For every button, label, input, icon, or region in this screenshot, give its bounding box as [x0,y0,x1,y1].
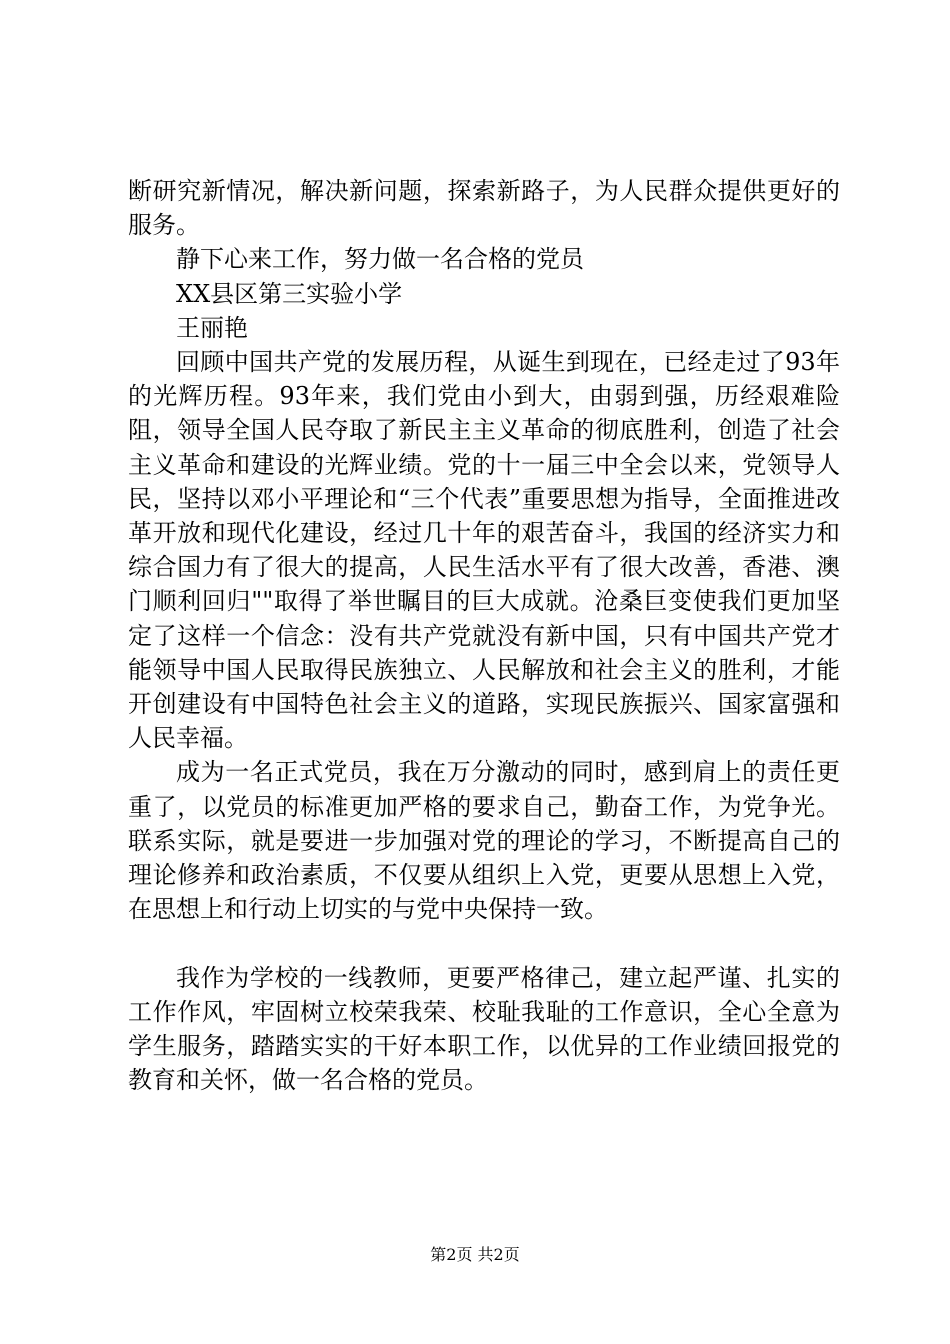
page-number-footer: 第2页 共2页 [430,1245,520,1264]
continuation-paragraph: 断研究新情况，解决新问题，探索新路子，为人民群众提供更好的服务。 [128,177,840,240]
article-title: 静下心来工作，努力做一名合格的党员 [176,245,584,274]
body-paragraph-history: 回顾中国共产党的发展历程，从诞生到现在，已经走过了93年的光辉历程。93年来，我们党由小到大，由弱到强，历经艰难险阻，领导全国人民夺取了新民主主义革命的彻底胜利，创造了社会主义革命和建设的光辉业绩。党的十一届三中全会以来，党领导人民，坚持以邓小平理论和“三个代表”重要思想为指导，全面推进改革开放和现代化建设，经过几十年的艰苦奋斗，我国的经济实力和综合国力有了很大的提高，人民生活水平有了很大改善，香港、澳门顺利回归""取得了举世瞩目的巨大成就。沧桑巨变使我们更加坚定了这样一个信念：没有共产党就没有新中国，只有中国共产党才能领导中国人民取得民族独立、人民解放和社会主义的胜利，才能开创建设有中国特色社会主义的道路，实现民族振兴、国家富强和人民幸福。 [128,348,840,753]
body-paragraph-responsibility: 成为一名正式党员，我在万分激动的同时，感到肩上的责任更重了，以党员的标准更加严格的要求自己，勤奋工作，为党争光。联系实际，就是要进一步加强对党的理论的学习，不断提高自己的理论修养和政治素质，不仅要从组织上入党，更要从思想上入党，在思想上和行动上切实的与党中央保持一致。 [128,758,840,924]
author-school: XX县区第三实验小学 [176,279,403,308]
author-name: 王丽艳 [176,313,248,342]
document-body [128,174,840,1097]
body-paragraph-teacher: 我作为学校的一线教师，更要严格律己，建立起严谨、扎实的工作作风，牢固树立校荣我荣、校耻我耻的工作意识，全心全意为学生服务，踏踏实实的干好本职工作，以优异的工作业绩回报党的教育和关怀，做一名合格的党员。 [128,963,840,1095]
